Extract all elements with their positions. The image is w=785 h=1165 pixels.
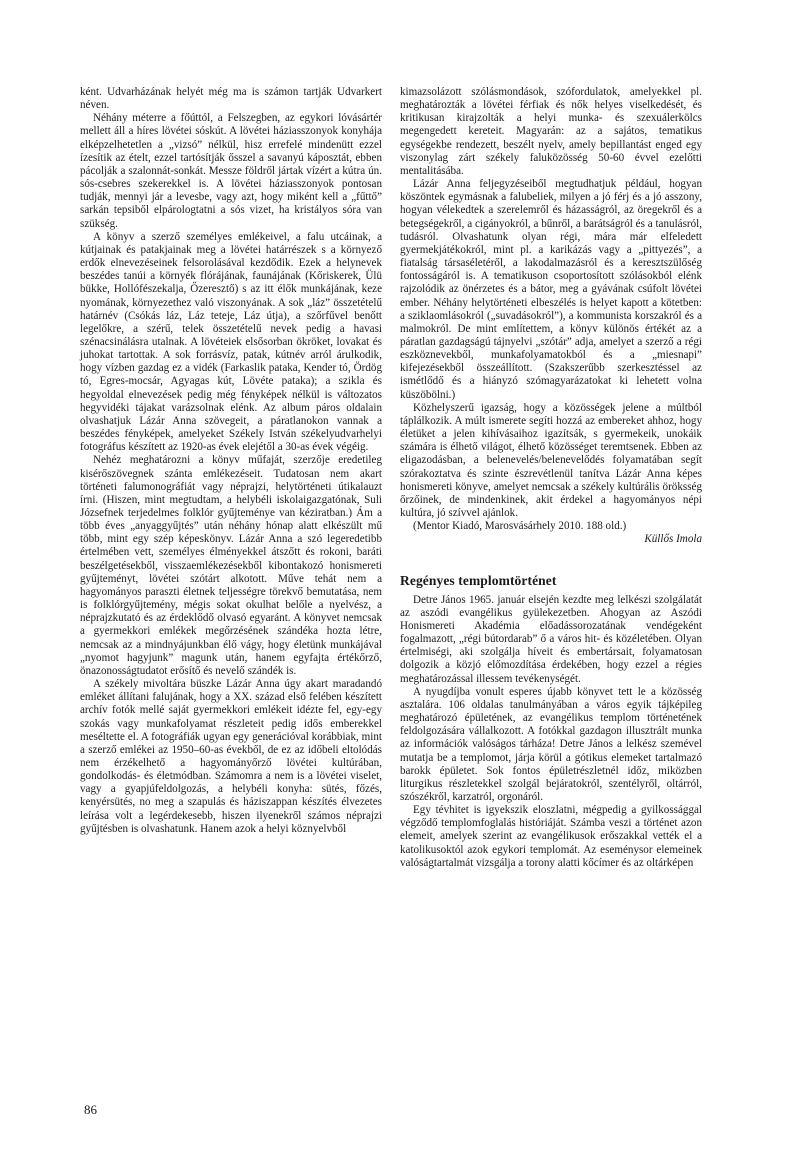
- left-column: [80, 86, 382, 836]
- paragraph: A nyugdíjba vonult esperes újabb könyvet tett le a közösség asztalára. 106 oldalas tanulmányában a város egyik tájképileg meghatározó épületének, az evangélikus templom történetének feldolgozására vállalkozott. A fotókkal gazdagon illusztrált munka az információk valóságos tárháza! Detre János a lelkész szemével mutatja be a templomot, járja körül a gótikus elemeket tartalmazó barokk épületet. Sok fontos épületrészletnél időz, miközben liturgikus részletekkel szolgál bejáratokról, szentélyről, oltárról, szószékről, karzatról, orgonáról.: [400, 685, 702, 803]
- paragraph: Lázár Anna feljegyzéseiből megtudhatjuk például, hogyan köszöntek egymásnak a falubeliek, milyen a jó férj és a jó asszony, hogyan vélekedtek a szerelemről és házasságról, az öregekről és a betegségekről, a cigányokról, a bűnről, a barátságról és a tanulásról, tudásról. Olvashatunk olyan régi, mára már elfeledett gyermekjátékokról, mint pl. a karikázás vagy a „pittyezés”, a fiatalság társaséletéről, a lakodalmazásról és a keresztszülőség fontosságáról is. A tematikuson csoportosított szólásokból elénk rajzolódik az önérzetes és a bátor, meg a gyávának csúfolt lövétei ember. Néhány helytörténeti elbeszélés is helyet kapott a kötetben: a sziklaomlásokról („suvadásokról”), a kommunista korszakról és a malmokról. De mint említettem, a könyv különös értékét az a páratlan gazdagságú tájnyelvi „szótár” adja, amelyet a szerző a régi eszköznevekből, munkafolyamatokból és a „miesnapi” kifejezésekből összeállított. (Szakszerűbb szerkesztéssel az ismétlődő és a hiányzó szómagyarázatokat ki lehetett volna küszöbölni.): [400, 178, 702, 401]
- paragraph: Nehéz meghatározni a könyv műfaját, szerzője eredetileg kisérőszövegnek szánta emlékezéseit. Tudatosan nem akart történeti falumonográfiát vagy néprajzi, helytörténeti útikalauzt írni. (Hiszen, mint megtudtam, a helybéli iskolaigazgatónak, Suli Józsefnek terjedelmes folklór gyűjteménye van kéziratban.) Ám a több éves „anyaggyűjtés” után néhány hónap alatt elkészült mű több, mint egy szép képeskönyv. Lázár Anna a szó legeredetibb értelmében vett, személyes élményekkel átszőtt és rokoni, baráti beszélgetésekből, visszaemlékezésekből kibontakozó honismereti gyűjteményt, lövétei szótárt alkotott. Műve tehát nem a hagyományos paraszti életnek teljességre törekvő bemutatása, nem is folklórgyűjtemény, mégis sokat okulhat belőle a nyelvész, a néprajzkutató és az érdeklődő olvasó egyaránt. A könyvet nemcsak a gyermekkori emlékek megőrzésének szándéka hozta létre, nemcsak az a mindnyájunkban élő vágy, hogy életünk munkájával „nyomot hagyjunk” magunk után, hanem egyfajta értékőrző, önazonosságtudatot erősítő és nevelő szándék is.: [80, 454, 382, 677]
- paragraph: ként. Udvarházának helyét még ma is számon tartják Udvarkert néven.: [80, 86, 382, 112]
- paragraph: Közhelyszerű igazság, hogy a közösségek jelene a múltból táplálkozik. A múlt ismerete segíti hozzá az embereket ahhoz, hogy életüket a jelen kihívásaihoz igazítsák, s gyermekeik, unokáik számára is élhető világot, élhető közösséget teremtsenek. Ebben az eligazodásban, a belenevelés/belenevelődés folyamatában segít szórakoztatva és szinte észrevétlenül tanítva Lázár Anna képes honismereti könyve, amelyet nemcsak a székely kultúrális öröksség őrzőinek, de mindenkinek, akit érdekel a hagyományos népi kultúra, jó szívvel ajánlok.: [400, 401, 702, 519]
- paragraph: Néhány méterre a főúttól, a Felszegben, az egykori lóvásártér mellett áll a híres lövétei sóskút. A lövétei háziasszonyok konyhája elképzelhetetlen a „vizsó” nélkül, hisz errefelé mindenütt ezzel ízesítik az ételt, ezzel tartósítják ősszel a savanyú káposztát, ebben pácolják a szalonnát-sonkát. Messze földről jártak vízért a kútra ún. sós-csebres szekerekkel is. A lövétei háziasszonyok pontosan tudják, mennyi jár a levesbe, vagy azt, hogy miként kell a „fűttő” sarkán tepsiből elpárologtatni a sós vizet, ha kristályos sóra van szükség.: [80, 112, 382, 230]
- right-column: [400, 86, 702, 870]
- paragraph: kimazsolázott szólásmondások, szófordulatok, amelyekkel pl. meghatározták a lövétei férfiak és nők helyes viselkedését, és kritikusan kirajzolták a helyi munka- és szexuálerkölcs megengedett kereteit. Magyarán: az a sajátos, tematikus egységekbe rendezett, beszélt nyelv, amely bepillantást enged egy viszonylag zárt székely faluközösség 50-60 évvel ezelőtti mentalitásába.: [400, 86, 702, 177]
- paragraph: A székely mivoltára büszke Lázár Anna úgy akart maradandó emléket állítani falujának, hogy a XX. század első felében készített archív fotók mellé saját gyermekkori emlékeit idézte fel, egy-egy szokás vagy munkafolyamat részleteit pedig idős emberekkel meséltette el. A fotográfiák ugyan egy generációval korábbiak, mint a szerző emlékei az 1950–60-as évekből, de ez az időbeli eltolódás nem érzékelhető a hagyományőrző lövétei kultúrában, gondolkodás- és életmódban. Számomra a nem is a lövétei viselet, vagy a gyapjúfeldolgozás, a helybéli konyha: sütés, főzés, kenyérsütés, no meg a szapulás és háziszappan készítés élvezetes leírása volt a legérdekesebb, hiszen ilyenekről számos néprajzi gyűjtésben is olvashatunk. Hanem azok a helyi köznyelvből: [80, 678, 382, 835]
- review-author: Küllős Imola: [644, 533, 702, 546]
- page-number: 86: [84, 1102, 97, 1117]
- paragraph: Detre János 1965. január elsején kezdte meg lelkészi szolgálatát az aszódi evangélikus gyülekezetben. Ahogyan az Aszódi Honismereti Akadémia előadássorozatának vendégeként fogalmazott, „régi bútordarab” ő a város hit- és közéletében. Olyan értelmiségi, aki szolgálja híveit és embertársait, folyamatosan dolgozik a közjó előmozdítása érdekében, hogy ezzel a régies meghatározással illessem tevékenységét.: [400, 593, 702, 685]
- paragraph: A könyv a szerző személyes emlékeivel, a falu utcáinak, a kútjainak és patakjainak meg a lövétei határrészek s a környező erdők elnevezéseinek felsorolásával kezdődik. Ezek a helynevek beszédes tanúi a környék flórájának, faunájának (Kőriskerek, Ülü bükke, Hollófészekalja, Őzeresztő) s az itt élők munkájának, keze nyomának, környezethez való viszonyának. A sok „láz” összetételű határnév (Csókás láz, Láz teteje, Láz útja), a szőrfűvel benőtt legelőkre, a szérű, telek összetételű nevek pedig a havasi szénacsinálásra utalnak. A lövéteiek elsősorban ökröket, lovakat és juhokat tartottak. A sok forrásvíz, patak, kútnév arról árulkodik, hogy vízben gazdag ez a vidék (Farkaslik pataka, Kender tó, Ördög tó, Egres-mocsár, Agyagas kút, Lövéte pataka); a szikla és hegyoldal elnevezések pedig még fényképek nélkül is változatos hegyvidéki tájakat varázsolnak elénk. Az album páros oldalain olvashatjuk Lázár Anna szövegeit, a páratlanokon vannak a beszédes fényképek, amelyeket Székely István székelyudvarhelyi fotográfus készített az 1920-as évek elejétől a 30-as évek végéig.: [80, 230, 382, 454]
- section-title: Regényes templomtörténet: [400, 573, 557, 589]
- paragraph: Egy tévhitet is igyekszik eloszlatni, mégpedig a gyilkossággal végződő templomfoglalás históriáját. Számba veszi a történet azon elemeit, amelyek szerint az evangélikusok erőszakkal vették el a katolikusoktól azok egykori templomát. Az eseménysor elemeinek valóságtartalmát vizsgálja a torony alatti kőcímer és az oltárképen: [400, 804, 702, 869]
- review-source: (Mentor Kiadó, Marosvásárhely 2010. 188 old.): [413, 520, 627, 533]
